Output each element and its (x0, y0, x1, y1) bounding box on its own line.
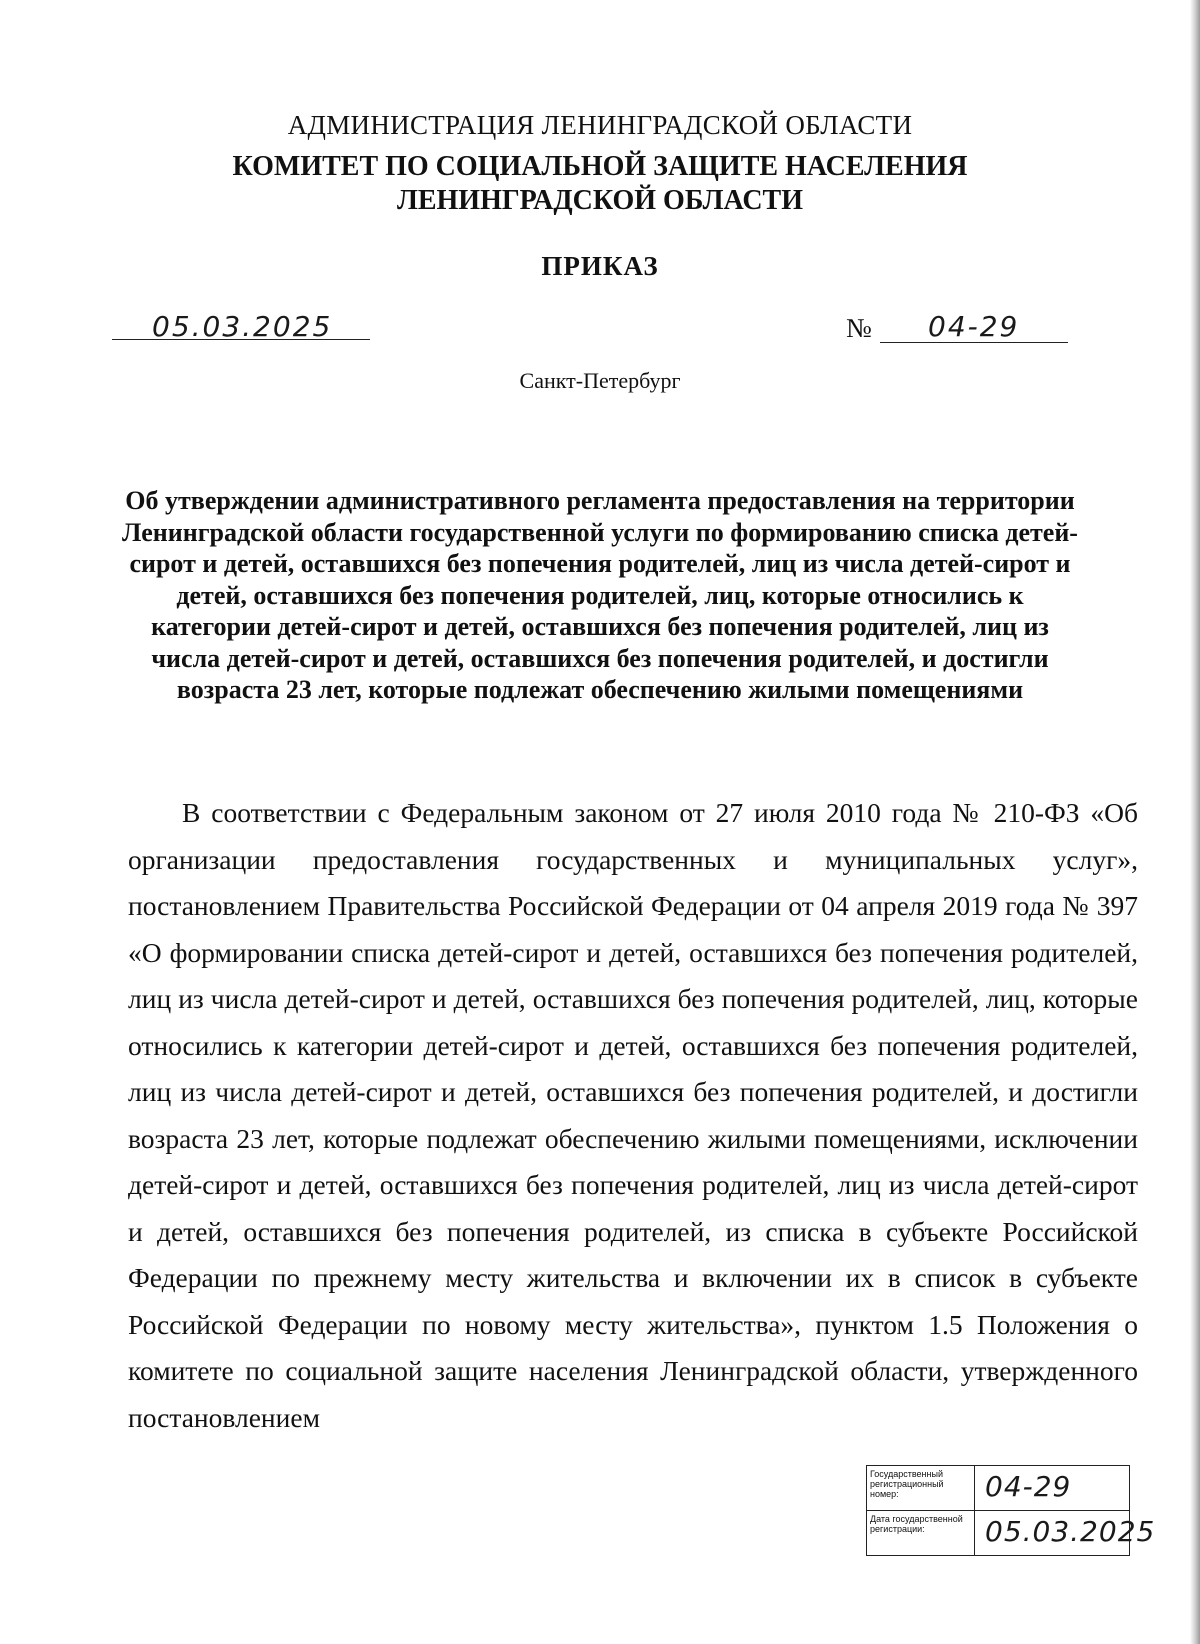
committee-name (0, 150, 1200, 218)
document-type: ПРИКАЗ (541, 251, 659, 281)
administration-name: АДМИНИСТРАЦИЯ ЛЕНИНГРАДСКОЙ ОБЛАСТИ (287, 110, 913, 140)
order-date: 05.03.2025 (152, 310, 333, 343)
registration-stamp (866, 1465, 1156, 1556)
date-underline (112, 339, 370, 340)
order-number: 04-29 (928, 310, 1020, 343)
committee-name-line-1: КОМИТЕТ ПО СОЦИАЛЬНОЙ ЗАЩИТЕ НАСЕЛЕНИЯ (232, 151, 968, 182)
stamp-column-divider (974, 1466, 975, 1555)
order-title: Об утверждении административного регламента предоставления на территории Ленинградской области государственной услуги по формированию списка детей-сирот и детей, оставшихся без попечения родителей, лиц из числа детей-сирот и детей, оставшихся без попечения родителей, лиц, которые относились к категории детей-сирот и детей, оставшихся без попечения родителей, лиц из числа детей-сирот и детей, оставшихся без попечения родителей, и достигли возраста 23 лет, которые подлежат обеспечению жилыми помещениями (122, 486, 1078, 704)
scan-edge-shadow (1190, 0, 1200, 1644)
number-label: № (846, 313, 872, 343)
stamp-row-number (867, 1466, 1129, 1511)
number-underline (880, 342, 1068, 343)
committee-name-line-2: ЛЕНИНГРАДСКОЙ ОБЛАСТИ (396, 185, 804, 216)
stamp-number-value: 04-29 (985, 1470, 1072, 1503)
city: Санкт-Петербург (519, 368, 681, 393)
stamp-date-label: Дата государственной регистрации: (870, 1514, 963, 1534)
stamp-number-label: Государственный регистрационный номер: (870, 1469, 944, 1499)
stamp-row-date (867, 1511, 1156, 1555)
stamp-date-value: 05.03.2025 (985, 1515, 1156, 1548)
body-paragraph: В соответствии с Федеральным законом от 27 июля 2010 года № 210-ФЗ «Об организации предоставления государственных и муниципальных услуг», постановлением Правительства Российской Федерации от 04 апреля 2019 года № 397 «О формировании списка детей-сирот и детей, оставшихся без попечения родителей, лиц из числа детей-сирот и детей, оставшихся без попечения родителей, лиц, которые относились к категории детей-сирот и детей, оставшихся без попечения родителей, лиц из числа детей-сирот и детей, оставшихся без попечения родителей, и достигли возраста 23 лет, которые подлежат обеспечению жилыми помещениями, исключении детей-сирот и детей, оставшихся без попечения родителей, лиц из числа детей-сирот и детей, оставшихся без попечения родителей, из списка в субъекте Российской Федерации по прежнему месту жительства и включении их в список в субъекте Российской Федерации по новому месту жительства», пунктом 1.5 Положения о комитете по социальной защите населения Ленинградской области, утвержденного постановлением (128, 797, 1138, 1433)
